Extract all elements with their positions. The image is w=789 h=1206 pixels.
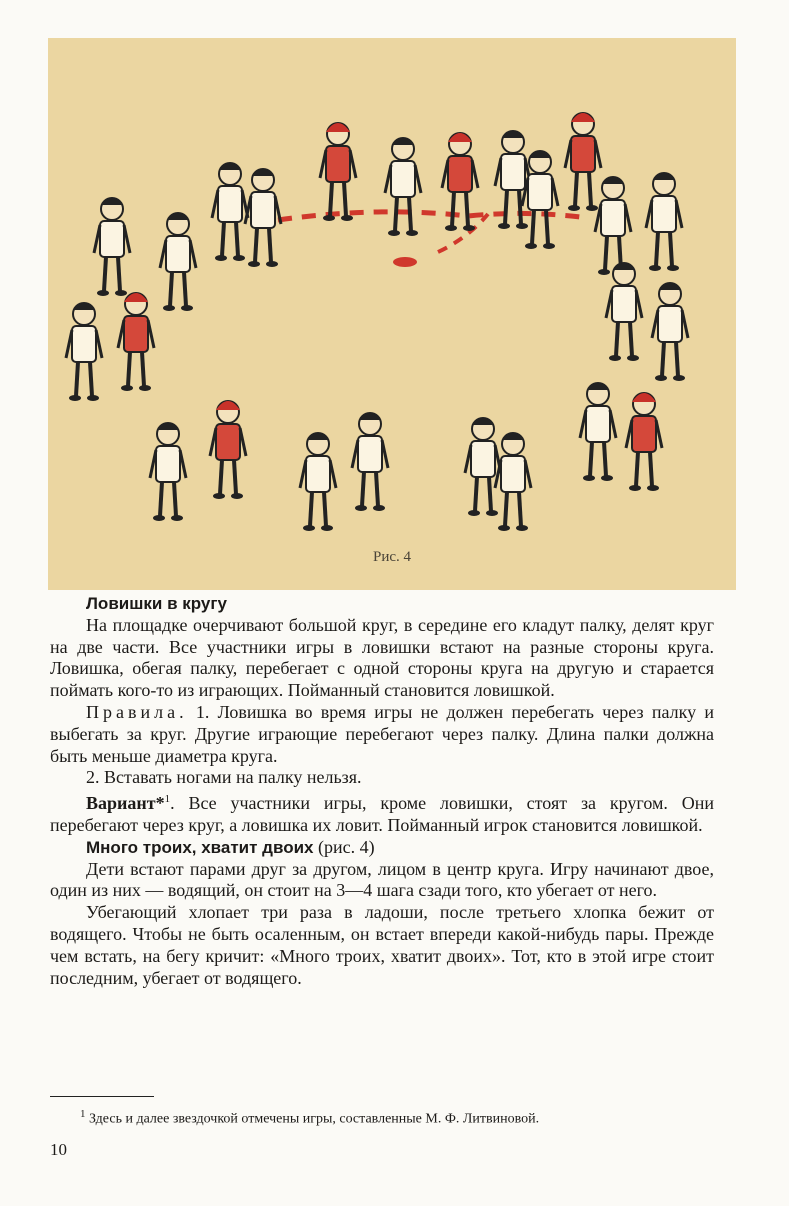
- page-number: 10: [50, 1140, 67, 1159]
- footnote-mark: 1: [164, 793, 171, 806]
- variant-text: . Все участники игры, кроме ловишки, стоят за кругом. Они перебегают через круг, а ловишка их ловит. Пойманный игрок становится ловишкой.: [50, 793, 714, 835]
- rule-2: 2. Вставать ногами на палку нельзя.: [86, 767, 362, 788]
- rules-label: Правила.: [86, 701, 188, 722]
- section-title: Много троих, хватит двоих: [86, 837, 314, 857]
- footnote-text: Здесь и далее звездочкой отмечены игры, составленные М. Ф. Литвиновой.: [89, 1111, 540, 1127]
- figure-reference: (рис. 4): [318, 836, 375, 857]
- footnote-mark: 1: [80, 1108, 86, 1120]
- section-title-line: [50, 837, 714, 859]
- figure-caption: Рис. 4: [372, 549, 412, 565]
- rules-paragraph: [50, 702, 714, 767]
- paragraph: Дети встают парами друг за другом, лицом в центр круга. Игру начинают двое, один из них — водящий, он стоит на 3—4 шага сзади того, кто убегает от него.: [50, 858, 714, 901]
- section-ловишки: [50, 593, 714, 989]
- children-circle-drawing: [48, 38, 736, 590]
- paragraph: Убегающий хлопает три раза в ладоши, после третьего хлопка бежит от водящего. Чтобы не быть осаленным, он встает впереди какой-нибудь пары. Прежде чем встать, на бегу кричит: «Много троих, хватит двоих». Тот, кто в этой игре стоит последним, убегает от водящего.: [50, 902, 714, 988]
- paragraph: На площадке очерчивают большой круг, в середине его кладут палку, делят круг на две части. Все участники игры в ловишки встают на разные стороны круга. Ловишка, обегая палку, перебегает с одной стороны круга на другую и старается поймать кого-то из играющих. Пойманный становится ловишкой.: [50, 614, 714, 701]
- variant-paragraph: [50, 789, 714, 837]
- variant-label: Вариант*: [86, 793, 165, 814]
- section-title: Ловишки в кругу: [86, 594, 227, 613]
- rules-text: 1. Ловишка во время игры не должен перебегать через палку и выбегать за круг. Другие играющие перебегают через палку. Длина палки должна быть меньше диаметра круга.: [50, 701, 714, 766]
- illustration: [48, 38, 736, 590]
- footnote: [50, 1108, 714, 1128]
- footnote-divider: [50, 1096, 154, 1097]
